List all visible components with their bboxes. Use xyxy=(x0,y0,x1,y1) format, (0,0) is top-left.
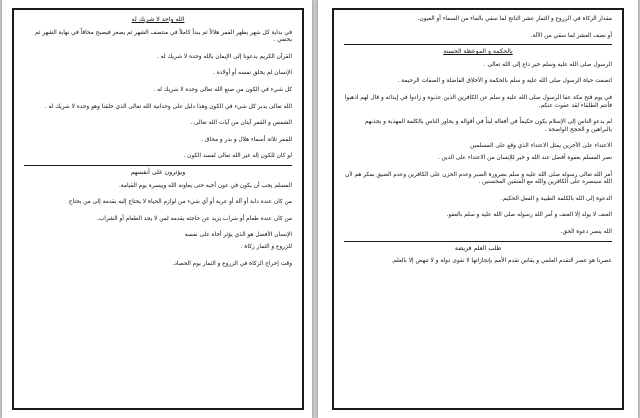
paragraph: الإنسان لم يخلق نفسه أو أولاده . xyxy=(213,70,292,77)
paragraph: الاعتداء على الآخرين يمثل الاعتداء الذي وقع على المسلمين xyxy=(470,143,612,150)
page-border xyxy=(332,8,624,410)
document-page-left xyxy=(2,0,312,418)
paragraph: للزروع و الثمار زكاة . xyxy=(240,243,292,250)
paragraph: من كان عنده طعام أو شراب يزيد عن حاجته يقدمه لمن لا يجد الطعام أو الشراب. xyxy=(96,215,292,222)
section-heading: بالحكمة و الموعظة الحسنة xyxy=(443,48,513,56)
paragraph: أمر الله تعالى رسوله صلى الله عليه و سلم بضرورة الصبر وعدم الحزن على الكافرين وعدم الضيق بمكر هم لأن الله سينصره على الكافرين والله مع المتقين المحسنين . xyxy=(345,171,612,186)
paragraph: الله ينصر دعوة الحق. xyxy=(560,228,612,235)
paragraph: الإنسان الأفضل هو الذي يؤثر أخاه على نفسه xyxy=(184,232,292,239)
paragraph: الشمس و القمر آيتان من آيات الله تعالى . xyxy=(190,120,292,127)
paragraph: لو كان للكون إله غير الله تعالى لفسد الكون . xyxy=(183,153,292,160)
paragraph: كل شيء في الكون من صنع الله تعالى وحده لا شريك له . xyxy=(153,86,292,93)
paragraph: في بداية كل شهر يظهر القمر هلالاً ثم يبدأ كاملاً في منتصف الشهر ثم يصغر فيصبح محاقاً في نهاية الشهر ثم يختفي . xyxy=(34,29,292,44)
paragraph: لم يدعو الناس إلى الإسلام يكون حكيماً في أفعاله ليناً في أقواله و يحاور الناس بالكلمة المهذبة و يجذبهم بالبراهين و الحجج الواضحة . xyxy=(364,119,612,133)
page-content xyxy=(24,16,292,404)
paragraph: الرسول صلى الله عليه وسلم خير داع إلى الله تعالى . xyxy=(483,61,612,68)
paragraph: الله تعالى يدبر كل شيء في الكون وهذا دليل على وحدانية الله تعالى الذي خلقنا وهو وحده لا شريك له . xyxy=(44,103,292,110)
paragraph: اتصفت حياة الرسول صلى الله عليه و سلم بالحكمة و الأخلاق الفاضلة و الصفات الرحيمة . xyxy=(397,78,612,85)
paragraph: المسلم يجب أن يكون في عون أخيه حتى يعاونه الله وييسره يوم القيامة. xyxy=(118,182,292,189)
paragraph: من كان عنده دابة أو آلة أو عربة أو أي شيء من لوازم الحياة لا يحتاج إليه يقدمه إلى من يحتاج xyxy=(68,199,292,206)
paragraph: عصرنا هو عصر التقدم العلمي و يقاس تقدم الأمم بإنجازاتها لا تقوى دولة و لا تنهض إلا بالعلم. xyxy=(391,258,612,265)
paragraph: للقمر ثلاثة أسماء هلال و بدر و محاق . xyxy=(201,136,292,143)
paragraph: العنف لا يولد إلا العنف و أمر الله رسوله صلى الله عليه و سلم بالعفو. xyxy=(446,212,612,219)
section-heading: ويؤثرون على أنفسهم xyxy=(130,168,186,176)
page-content xyxy=(344,16,612,404)
section-heading: طلب العلم فريضة xyxy=(454,244,502,252)
paragraph: مقدار الزكاة في الزروع و الثمار عشر الناتج لما سقي بالماء من السماء أو العيون. xyxy=(417,16,612,22)
paragraph: أو نصف العشر لما سقي من الآلة. xyxy=(530,32,612,39)
paragraph: نصر المسلم بعفوه أفضل عند الله و خير للإنسان من الاعتداء على الدين . xyxy=(437,154,612,161)
paragraph: وقت إخراج الزكاة في الزروع و الثمار يوم الحصاد. xyxy=(172,260,292,267)
paragraph: في يوم فتح مكة عفا الرسول صلى الله عليه و سلم عن الكافرين الذين عذبوه و زادوا في إيذائه و قال لهم اذهبوا فأنتم الطلقاء لقد عفوت عنكم. xyxy=(344,94,612,109)
section-heading: الله واحد لا شريك له xyxy=(131,16,185,23)
paragraph: القرآن الكريم يدعونا إلى الإيمان بالله وحده لا شريك له . xyxy=(157,53,292,60)
page-border xyxy=(12,8,304,410)
section-divider xyxy=(344,241,612,242)
document-page-right xyxy=(318,0,638,418)
section-divider xyxy=(344,44,612,45)
paragraph: الدعوة إلى الله بالكلمة الطيبة و الفعل الحكيم. xyxy=(501,195,612,202)
section-divider xyxy=(24,165,292,166)
